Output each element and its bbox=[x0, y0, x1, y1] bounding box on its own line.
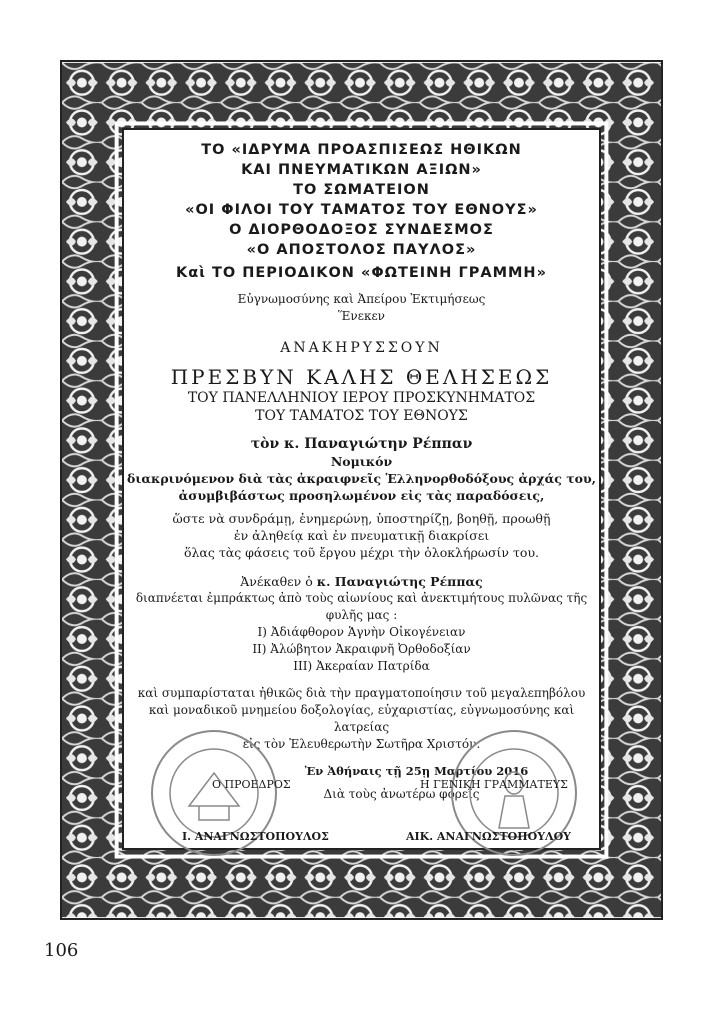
page-number: 106 bbox=[44, 940, 79, 961]
honoree-profession: Νομικόν bbox=[330, 454, 393, 469]
reason-line-2: Ἕνεκεν bbox=[338, 309, 385, 323]
right-signatory-name: ΑΙΚ. ΑΝΑΓΝΩΣΤΟΠΟΥΛΟΥ bbox=[406, 830, 572, 843]
since-line-1 bbox=[124, 573, 599, 590]
header-line-1: ΤΟ «ΙΔΡΥΜΑ ΠΡΟΑΣΠΙΣΕΩΣ ΗΘΙΚΩΝ bbox=[201, 142, 522, 158]
header-line-2: ΚΑΙ ΠΝΕΥΜΑΤΙΚΩΝ ΑΞΙΩΝ» bbox=[241, 162, 482, 178]
support-line-1: ὥστε νὰ συνδράμῃ, ἐνημερώνῃ, ὑποστηρίζῃ, βοηθῇ, προωθῇ bbox=[172, 511, 551, 526]
date-line: Ἐν Ἀθήναις τῇ 25ῃ Μαρτίου 2016 bbox=[304, 764, 529, 778]
honoree-desc-1: διακρινόμενον διὰ τὰς ἀκραιφνεῖς Ἑλληνορθοδόξους ἀρχάς του, bbox=[127, 471, 596, 486]
header-line-4: «ΟΙ ΦΙΛΟΙ ΤΟΥ ΤΑΜΑΤΟΣ ΤΟΥ ΕΘΝΟΥΣ» bbox=[185, 202, 538, 218]
header-line-7: Καὶ ΤΟ ΠΕΡΙΟΔΙΚΟΝ «ΦΩΤΕΙΝΗ ΓΡΑΜΜΗ» bbox=[176, 265, 547, 281]
header-line-5: Ο ΔΙΟΡΘΟΔΟΞΟΣ ΣΥΝΔΕΣΜΟΣ bbox=[229, 222, 494, 238]
boards-line: Διὰ τοὺς ἀνωτέρω φορεῖς bbox=[323, 787, 480, 801]
pillar-2: ΙΙ) Ἀλώβητον Ἀκραιφνῆ Ὀρθοδοξίαν bbox=[252, 642, 471, 656]
closing-line-2: καὶ μοναδικοῦ μνημείου δοξολογίας, εὐχαριστίας, εὐγνωμοσύνης καὶ λατρείας bbox=[148, 703, 575, 734]
since-prefix: Ἀνέκαθεν ὁ bbox=[240, 574, 317, 589]
honoree-name: τὸν κ. Παναγιώτην Ρέππαν bbox=[250, 436, 473, 452]
reason-line-1: Εὐγνωμοσύνης καὶ Ἀπείρου Ἐκτιμήσεως bbox=[237, 292, 486, 306]
honoree-desc-2: ἀσυμβιβάστως προσηλωμένον εἰς τὰς παραδόσεις, bbox=[178, 488, 545, 503]
support-line-2: ἐν ἀληθείᾳ καὶ ἐν πνευματικῇ διακρίσει bbox=[233, 528, 490, 543]
certificate-body bbox=[122, 128, 601, 850]
title-line-2: ΤΟΥ ΠΑΝΕΛΛΗΝΙΟΥ ΙΕΡΟΥ ΠΡΟΣΚΥΝΗΜΑΤΟΣ bbox=[187, 390, 536, 406]
right-signatory-role: Η ΓΕΝΙΚΗ ΓΡΑΜΜΑΤΕΥΣ bbox=[420, 778, 568, 791]
left-signatory-name: Ι. ΑΝΑΓΝΩΣΤΟΠΟΥΛΟΣ bbox=[182, 830, 329, 843]
proclaim-heading: ΑΝΑΚΗΡΥΣΣΟΥΝ bbox=[280, 340, 443, 356]
title-main: ΠΡΕΣΒΥΝ ΚΑΛΗΣ ΘΕΛΗΣΕΩΣ bbox=[170, 365, 553, 389]
title-line-3: ΤΟΥ ΤΑΜΑΤΟΣ ΤΟΥ ΕΘΝΟΥΣ bbox=[255, 408, 468, 424]
header-line-3: ΤΟ ΣΩΜΑΤΕΙΟΝ bbox=[293, 182, 430, 198]
since-line-2: διαπνέεται ἐμπράκτως ἀπὸ τοὺς αἰωνίους καὶ ἀνεκτιμήτους πυλῶνας τῆς φυλῆς μας : bbox=[135, 591, 588, 622]
left-signatory-role: Ο ΠΡΟΕΔΡΟΣ bbox=[212, 778, 291, 791]
header-line-6: «Ο ΑΠΟΣΤΟΛΟΣ ΠΑΥΛΟΣ» bbox=[246, 242, 477, 258]
pillar-3: ΙΙΙ) Ἀκεραίαν Πατρίδα bbox=[293, 659, 430, 673]
closing-line-3: εἰς τὸν Ἐλευθερωτὴν Σωτῆρα Χριστόν. bbox=[242, 737, 481, 751]
support-line-3: ὅλας τὰς φάσεις τοῦ ἔργου μέχρι τὴν ὁλοκλήρωσίν του. bbox=[183, 545, 540, 560]
pillar-1: Ι) Ἀδιάφθορον Ἁγνὴν Οἰκογένειαν bbox=[257, 625, 466, 639]
ornamental-border bbox=[60, 60, 663, 920]
since-name: κ. Παναγιώτης Ρέππας bbox=[316, 574, 483, 589]
closing-line-1: καὶ συμπαρίσταται ἠθικῶς διὰ τὴν πραγματοποίησιν τοῦ μεγαλεπηβόλου bbox=[137, 686, 586, 700]
